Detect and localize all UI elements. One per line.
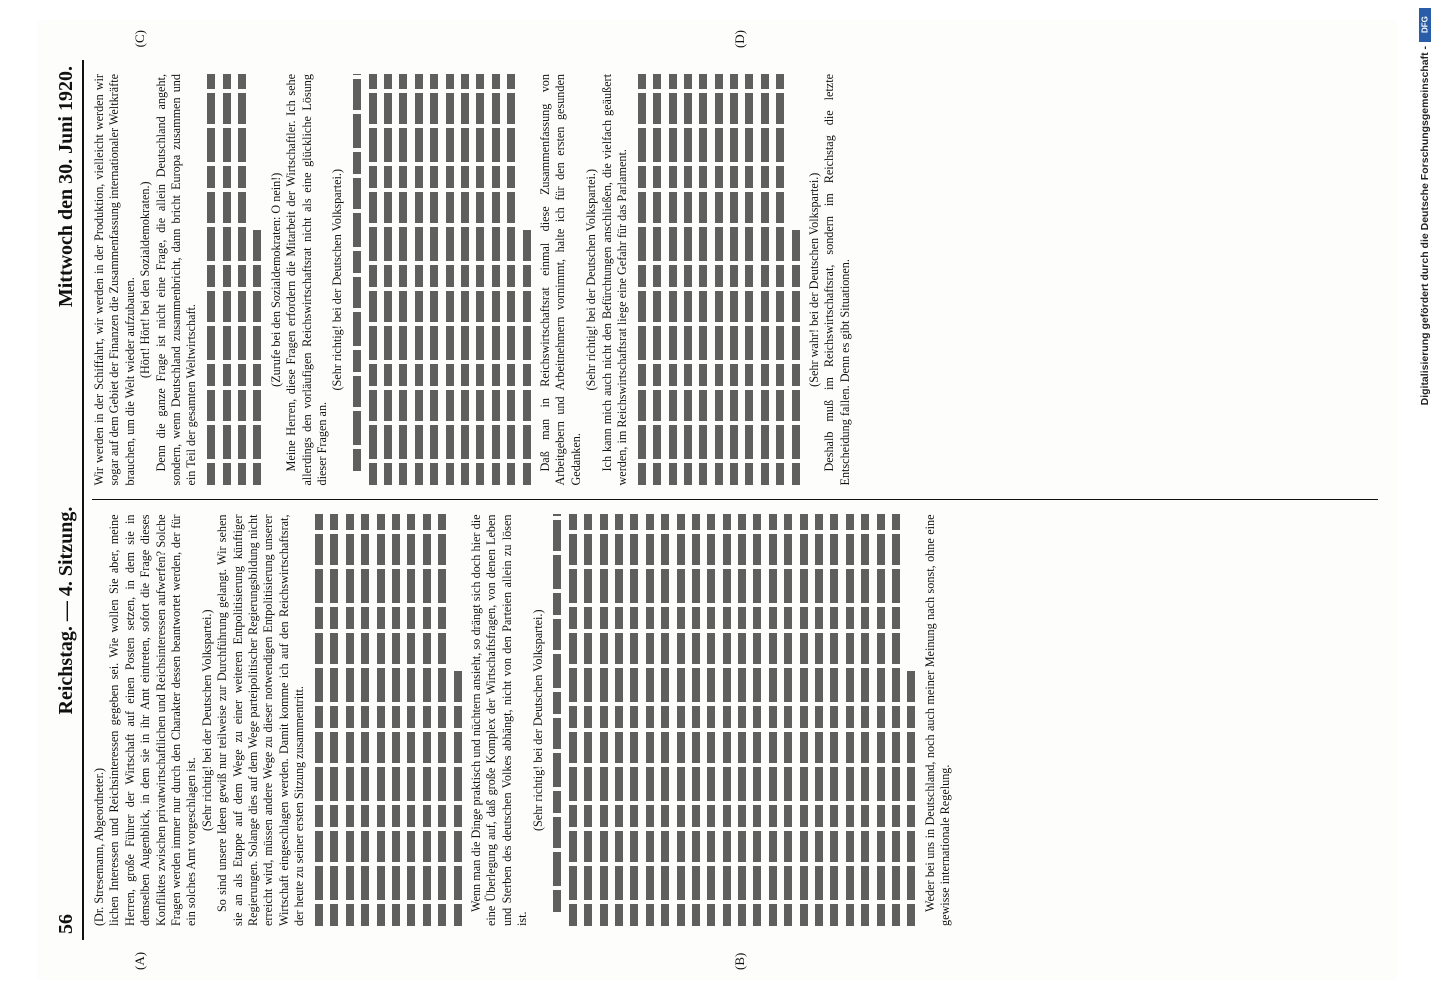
digitization-credit: Digitalisierung gefördert durch die Deutsche Forschungsgemeinschaft - bbox=[1419, 46, 1431, 406]
right-paragraph-1: Wir werden in der Schiffahrt, wir werden in der Produktion, vielleicht werden wir sogar auf dem Gebiet der Finanzen die Zusammenfassung internationaler Weltkräfte brauchen, um die Welt wieder aufzubauen. bbox=[92, 74, 137, 486]
right-reaction-3: (Sehr richtig! bei der Deutschen Volkspartei.) bbox=[330, 168, 345, 391]
margin-mark-b: (B) bbox=[732, 952, 747, 970]
page-header bbox=[55, 60, 84, 940]
right-reaction-4: (Sehr richtig! bei der Deutschen Volkspartei.) bbox=[584, 168, 599, 391]
left-paragraph-1: lichen Interessen und Reichsinteressen gegeben sei. Wie wollen Sie aber, meine Herren, große Führer der Wirtschaft auf einen Posten setzen, in dem sie in demselben Augenblick, in dem sie in ihr Amt eintreten, sofort die Frage dieses Konfliktes zwischen privatwirtschaftlichen und Reichsinteressen aufwerfen? Solche Fragen werden immer nur durch den Charakter dessen beantwortet werden, der für ein solches Amt vorgeschlagen ist. bbox=[107, 514, 199, 926]
right-reaction-1: (Hört! Hört! bei den Sozialdemokraten.) bbox=[138, 181, 153, 379]
credit-strip bbox=[1416, 0, 1434, 1000]
right-paragraph-5: Ich kann mich auch nicht den Befürchtungen anschließen, die vielfach geäußert werden, im Reichswirtschaftsrat liege eine Gefahr für das Parlament. bbox=[599, 74, 629, 486]
left-column bbox=[92, 501, 1378, 970]
left-paragraph-2: So sind unsere Ideen gewiß nur teilweise zur Durchführung gelangt. Wir sehen sie an als Etappe auf dem Wege zu einer weiteren Entpolitisierung künftiger Regierungen. Solange dies auf dem Wege parteipolitischer Regierungsbildung nicht erreicht wird, müssen andere Wege zu dieser notwendigen Entpolitisierung unserer Wirtschaft eingeschlagen werden. Damit komme ich auf den Reichswirtschaftsrat, der heute zu seiner ersten Sitzung zusammentritt. bbox=[215, 514, 307, 926]
right-column bbox=[92, 30, 1378, 501]
left-text-block bbox=[315, 515, 462, 927]
page-number: 56 bbox=[55, 914, 77, 934]
right-reaction-2: (Zurufe bei den Sozialdemokraten: O nein!) bbox=[268, 172, 283, 387]
right-paragraph-2: Denn die ganze Frage ist nicht eine Frage, die allein Deutschland angeht, sondern, wenn Deutschland zusammenbricht, dann bricht Europa zusammen und ein Teil der gesamten Weltwirtschaft. bbox=[153, 74, 199, 486]
left-paragraph-3: Wenn man die Dinge praktisch und nüchtern ansieht, so drängt sich doch hier die eine Überlegung auf, daß große Komplex der Wirtschaftsfragen, von denen Leben und Sterben des deutschen Volkes abhängt, nicht von den Parteien allein zu lösen ist. bbox=[468, 514, 530, 926]
right-paragraph-3: Meine Herren, diese Fragen erfordern die Mitarbeit der Wirtschaftler. Ich sehe allerdings den vorläufigen Reichswirtschaftsrat nicht als eine glückliche Lösung dieser Fragen an. bbox=[284, 74, 330, 486]
right-text-block bbox=[207, 74, 261, 486]
rotated-page bbox=[37, 20, 1397, 980]
margin-mark-a: (A) bbox=[132, 951, 147, 970]
left-reaction-1: (Sehr richtig! bei der Deutschen Volkspartei.) bbox=[199, 609, 214, 832]
dfg-logo-icon: DFG bbox=[1419, 8, 1431, 42]
left-paragraph-4: Weder bei uns in Deutschland, noch auch meiner Meinung nach sonst, ohne eine gewisse internationale Regelung. bbox=[922, 514, 953, 926]
margin-mark-c: (C) bbox=[132, 30, 147, 48]
text-columns bbox=[92, 30, 1378, 970]
right-text-block-3 bbox=[638, 74, 800, 486]
right-paragraph-4: Daß man in Reichswirtschaftsrat einmal diese Zusammenfassung von Arbeitgebern und Arbeitnehmern vornimmt, halte ich für den ersten gesunden Gedanken. bbox=[537, 74, 583, 486]
speaker-label: (Dr. Stresemann, Abgeordneter.) bbox=[92, 767, 106, 926]
left-reaction-2: (Sehr richtig! bei der Deutschen Volkspartei.) bbox=[530, 609, 545, 832]
header-right: Mittwoch den 30. Juni 1920. bbox=[55, 66, 77, 308]
right-paragraph-6: Deshalb muß im Reichswirtschaftsrat, sondern im Reichstag die letzte Entscheidung fallen. Denn es gibt Situationen. bbox=[822, 74, 852, 486]
header-left: Reichstag. — 4. Sitzung. bbox=[55, 506, 77, 715]
left-text-block-2 bbox=[553, 515, 915, 927]
right-text-block-2 bbox=[353, 74, 530, 486]
margin-mark-d: (D) bbox=[732, 30, 747, 49]
right-reaction-5: (Sehr wahr! bei der Deutschen Volkspartei.) bbox=[807, 172, 822, 387]
